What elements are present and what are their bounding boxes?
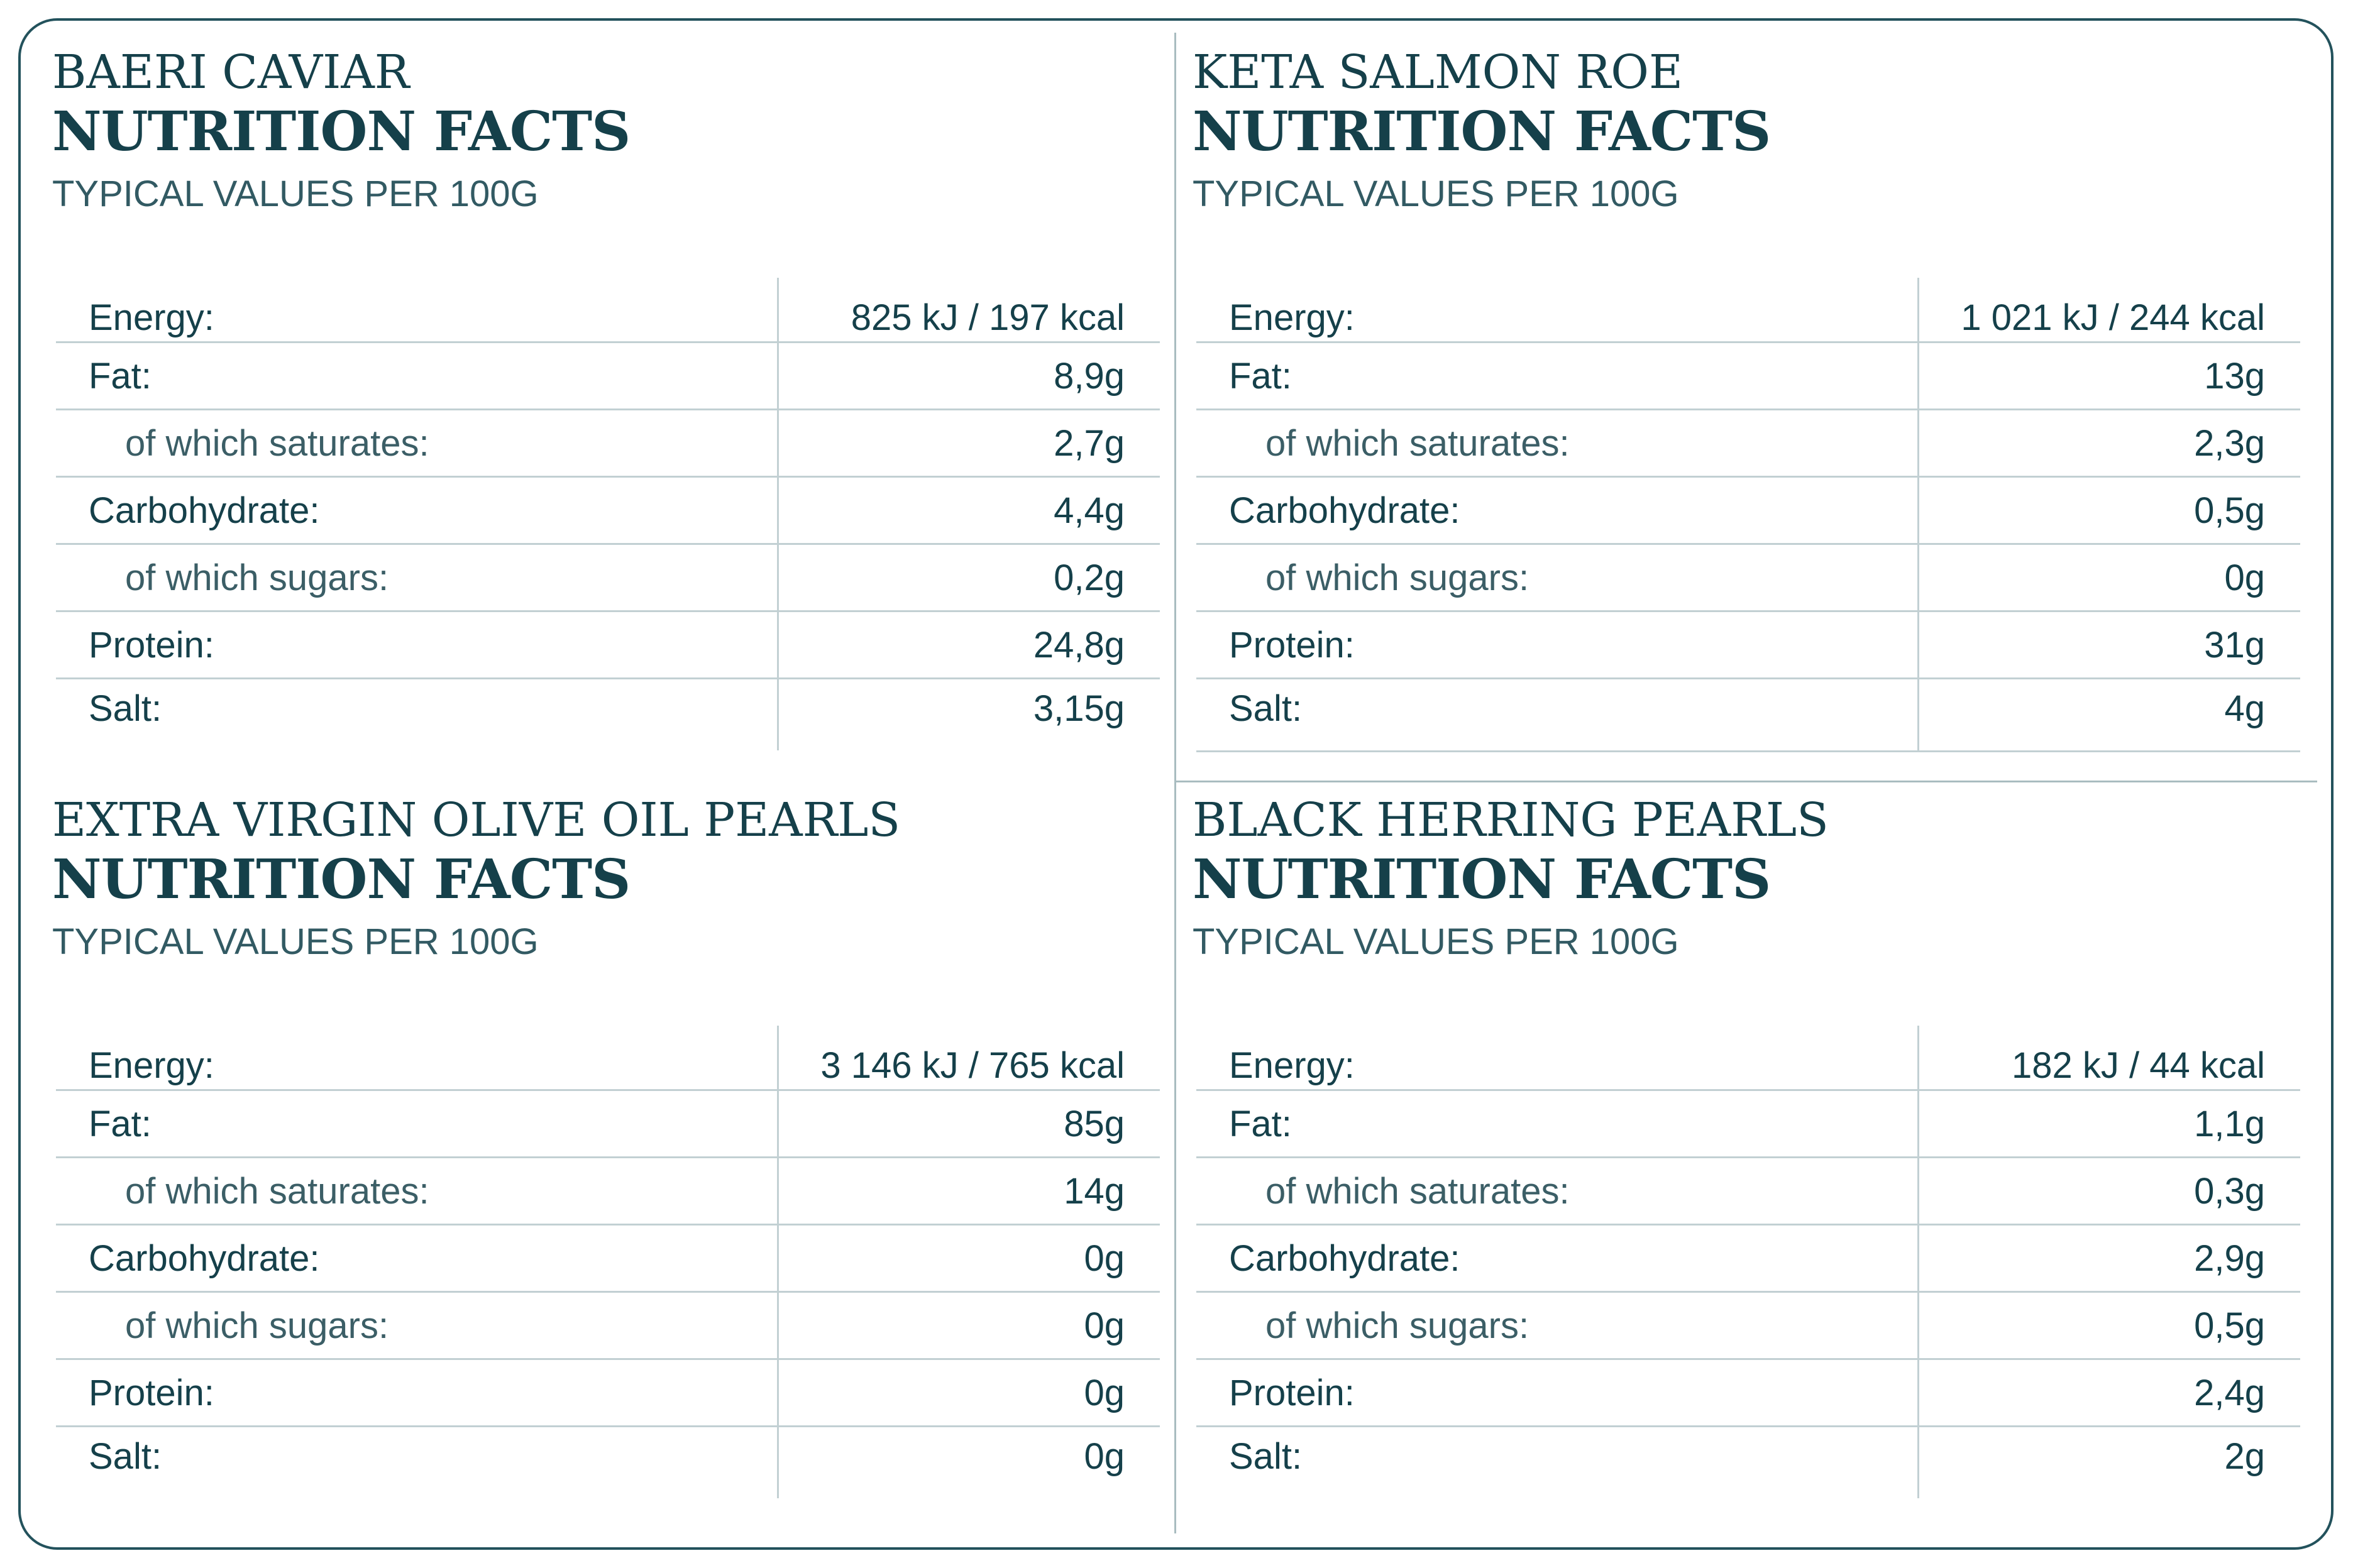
nutrient-label: Protein: [56,612,779,677]
nutrient-value: 182 kJ / 44 kcal [2012,1045,2265,1086]
nutrient-value: 1,1g [2194,1103,2265,1144]
nutrient-label: of which saturates: [1196,410,1919,476]
nutrient-label: Salt: [1196,1427,1919,1498]
nutrition-table [56,1026,1160,1500]
table-row [56,1293,1160,1360]
panel-heading: NUTRITION FACTS [1193,100,1771,163]
table-row [1196,278,2300,343]
nutrient-value: 31g [2204,624,2265,666]
panel-heading: NUTRITION FACTS [52,100,631,163]
nutrition-table [1196,278,2300,752]
table-row [1196,545,2300,612]
table-row [1196,1293,2300,1360]
table-row [56,1026,1160,1091]
nutrition-table [56,278,1160,752]
nutrient-value: 24,8g [1033,624,1125,666]
nutrient-value: 3,15g [1033,688,1125,729]
nutrient-value: 14g [1064,1170,1125,1212]
table-row [56,1427,1160,1500]
nutrient-label: Carbohydrate: [56,1225,779,1291]
panel-subheading: TYPICAL VALUES PER 100G [1193,173,1679,214]
nutrient-label: Fat: [1196,343,1919,408]
nutrient-label: of which sugars: [1196,1293,1919,1358]
nutrient-value: 4g [2224,688,2265,729]
nutrient-value: 0,3g [2194,1170,2265,1212]
nutrient-value: 3 146 kJ / 765 kcal [820,1045,1125,1086]
nutrient-label: Carbohydrate: [1196,478,1919,543]
nutrition-panel-keta-salmon-roe [1193,45,2312,729]
nutrient-label: of which sugars: [1196,545,1919,610]
nutrition-panel-black-herring-pearls [1193,793,2312,1477]
product-name: KETA SALMON ROE [1193,45,1683,99]
table-row [56,1360,1160,1427]
table-row [56,545,1160,612]
nutrition-panel-baeri-caviar [52,45,1171,729]
table-row [56,679,1160,752]
nutrient-value: 13g [2204,355,2265,397]
table-row [1196,343,2300,410]
nutrient-value: 825 kJ / 197 kcal [851,297,1125,338]
nutrient-value: 0,5g [2194,1305,2265,1346]
nutrient-value: 2,9g [2194,1237,2265,1279]
table-row [1196,1360,2300,1427]
nutrient-value: 2,7g [1054,422,1125,464]
nutrient-label: Fat: [1196,1091,1919,1156]
nutrient-label: of which saturates: [56,410,779,476]
nutrient-value: 2,3g [2194,422,2265,464]
table-row [56,410,1160,478]
table-row [1196,1026,2300,1091]
nutrient-label: Energy: [56,278,779,341]
table-row [56,478,1160,545]
table-row [56,343,1160,410]
table-row [56,1158,1160,1225]
nutrient-label: Carbohydrate: [56,478,779,543]
nutrient-value: 0g [2224,557,2265,598]
nutrient-value: 2g [2224,1436,2265,1477]
nutrition-panel-olive-oil-pearls [52,793,1171,1477]
nutrient-value: 1 021 kJ / 244 kcal [1961,297,2265,338]
table-row [1196,1091,2300,1158]
nutrient-label: Salt: [1196,679,1919,750]
nutrient-value: 8,9g [1054,355,1125,397]
nutrient-label: Salt: [56,1427,779,1498]
table-row [1196,478,2300,545]
nutrient-value: 4,4g [1054,490,1125,531]
nutrient-label: Salt: [56,679,779,750]
table-row [1196,1427,2300,1500]
table-row [1196,612,2300,679]
nutrient-label: Energy: [1196,1026,1919,1089]
table-row [1196,410,2300,478]
horizontal-divider [1174,781,2317,782]
panel-subheading: TYPICAL VALUES PER 100G [1193,921,1679,962]
nutrient-label: of which saturates: [1196,1158,1919,1224]
nutrient-value: 0g [1084,1305,1125,1346]
table-row [56,278,1160,343]
table-row [1196,1225,2300,1293]
vertical-divider [1174,33,1176,1533]
nutrient-label: Fat: [56,343,779,408]
table-row [56,1091,1160,1158]
product-name: BLACK HERRING PEARLS [1193,793,1829,847]
nutrient-label: of which sugars: [56,545,779,610]
nutrient-label: Protein: [1196,1360,1919,1425]
nutrient-label: Energy: [1196,278,1919,341]
nutrient-label: of which sugars: [56,1293,779,1358]
panel-subheading: TYPICAL VALUES PER 100G [52,173,539,214]
product-name: EXTRA VIRGIN OLIVE OIL PEARLS [52,793,901,847]
panel-heading: NUTRITION FACTS [52,848,631,911]
nutrient-value: 0,5g [2194,490,2265,531]
nutrient-label: Protein: [56,1360,779,1425]
table-row [56,612,1160,679]
nutrition-table [1196,1026,2300,1500]
nutrient-value: 0g [1084,1237,1125,1279]
table-row [1196,1158,2300,1225]
nutrient-value: 0g [1084,1436,1125,1477]
panel-heading: NUTRITION FACTS [1193,848,1771,911]
nutrient-label: Carbohydrate: [1196,1225,1919,1291]
table-row [1196,679,2300,752]
nutrient-label: Fat: [56,1091,779,1156]
nutrient-label: Protein: [1196,612,1919,677]
nutrient-value: 0,2g [1054,557,1125,598]
nutrient-value: 0g [1084,1372,1125,1413]
nutrient-label: of which saturates: [56,1158,779,1224]
table-row [56,1225,1160,1293]
nutrient-value: 2,4g [2194,1372,2265,1413]
nutrient-label: Energy: [56,1026,779,1089]
panel-subheading: TYPICAL VALUES PER 100G [52,921,539,962]
nutrient-value: 85g [1064,1103,1125,1144]
product-name: BAERI CAVIAR [52,45,410,99]
